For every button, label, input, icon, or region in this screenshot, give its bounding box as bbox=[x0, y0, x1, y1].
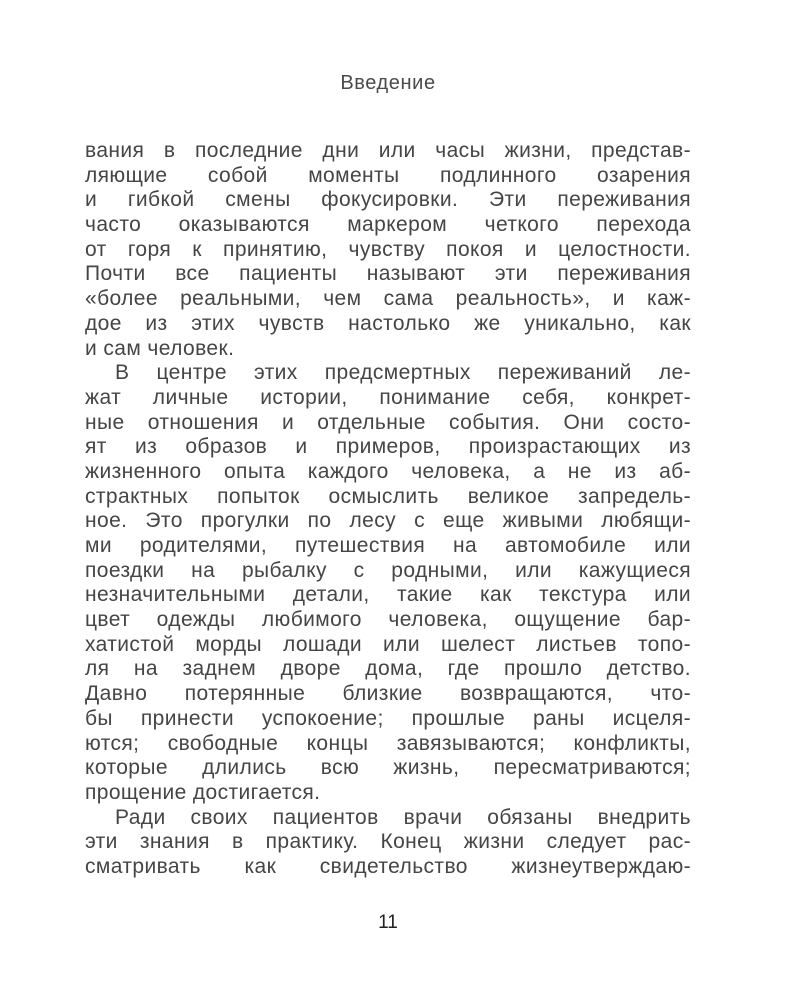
text-line: и гибкой смены фокусировки. Эти переживания bbox=[85, 188, 691, 212]
page-number: 11 bbox=[378, 912, 398, 933]
text-line: ются; свободные концы завязываются; конфликты, bbox=[85, 731, 691, 755]
text-line: ное. Это прогулки по лесу с еще живыми любящи- bbox=[85, 509, 691, 533]
text-line: В центре этих предсмертных переживаний ле- bbox=[115, 361, 691, 385]
text-line: жат личные истории, понимание себя, конкрет- bbox=[85, 385, 691, 409]
text-line: страктных попыток осмыслить великое запредель- bbox=[85, 484, 691, 508]
text-line: ные отношения и отдельные события. Они состо- bbox=[85, 410, 691, 434]
text-line: поездки на рыбалку с родными, или кажущиеся bbox=[85, 558, 691, 582]
text-line: дое из этих чувств настолько же уникально, как bbox=[85, 311, 691, 335]
text-line: жизненного опыта каждого человека, а не из аб- bbox=[85, 459, 691, 483]
body-text bbox=[85, 139, 691, 880]
text-line: «более реальными, чем сама реальность», и каж- bbox=[85, 287, 691, 311]
text-line: и сам человек. bbox=[85, 336, 235, 360]
text-line: вания в последние дни или часы жизни, представ- bbox=[85, 139, 691, 162]
text-line: ляющие собой моменты подлинного озарения bbox=[85, 163, 691, 187]
text-line: ят из образов и примеров, произрастающих из bbox=[85, 435, 691, 459]
text-line: Ради своих пациентов врачи обязаны внедрить bbox=[115, 805, 691, 829]
text-line: ми родителями, путешествия на автомобиле или bbox=[85, 534, 691, 557]
text-line: которые длились всю жизнь, пересматриваются; bbox=[85, 756, 691, 780]
text-line: эти знания в практику. Конец жизни следует рас- bbox=[85, 830, 691, 854]
running-header: Введение bbox=[340, 72, 436, 94]
text-line: часто оказываются маркером четкого перехода bbox=[85, 213, 691, 237]
text-line: Почти все пациенты называют эти переживания bbox=[85, 262, 691, 286]
text-line: бы принести успокоение; прошлые раны исцеля- bbox=[85, 706, 691, 730]
text-line: хатистой морды лошади или шелест листьев топо- bbox=[85, 632, 691, 656]
text-line: незначительными детали, такие как текстура или bbox=[85, 583, 691, 607]
text-line: от горя к принятию, чувству покоя и целостности. bbox=[85, 237, 691, 261]
text-line: цвет одежды любимого человека, ощущение бар- bbox=[85, 608, 691, 632]
text-line: Давно потерянные близкие возвращаются, что- bbox=[85, 682, 691, 706]
text-line: сматривать как свидетельство жизнеутверждаю- bbox=[85, 854, 691, 878]
text-line: прощение достигается. bbox=[85, 780, 321, 804]
text-line: ля на заднем дворе дома, где прошло детство. bbox=[85, 657, 691, 681]
